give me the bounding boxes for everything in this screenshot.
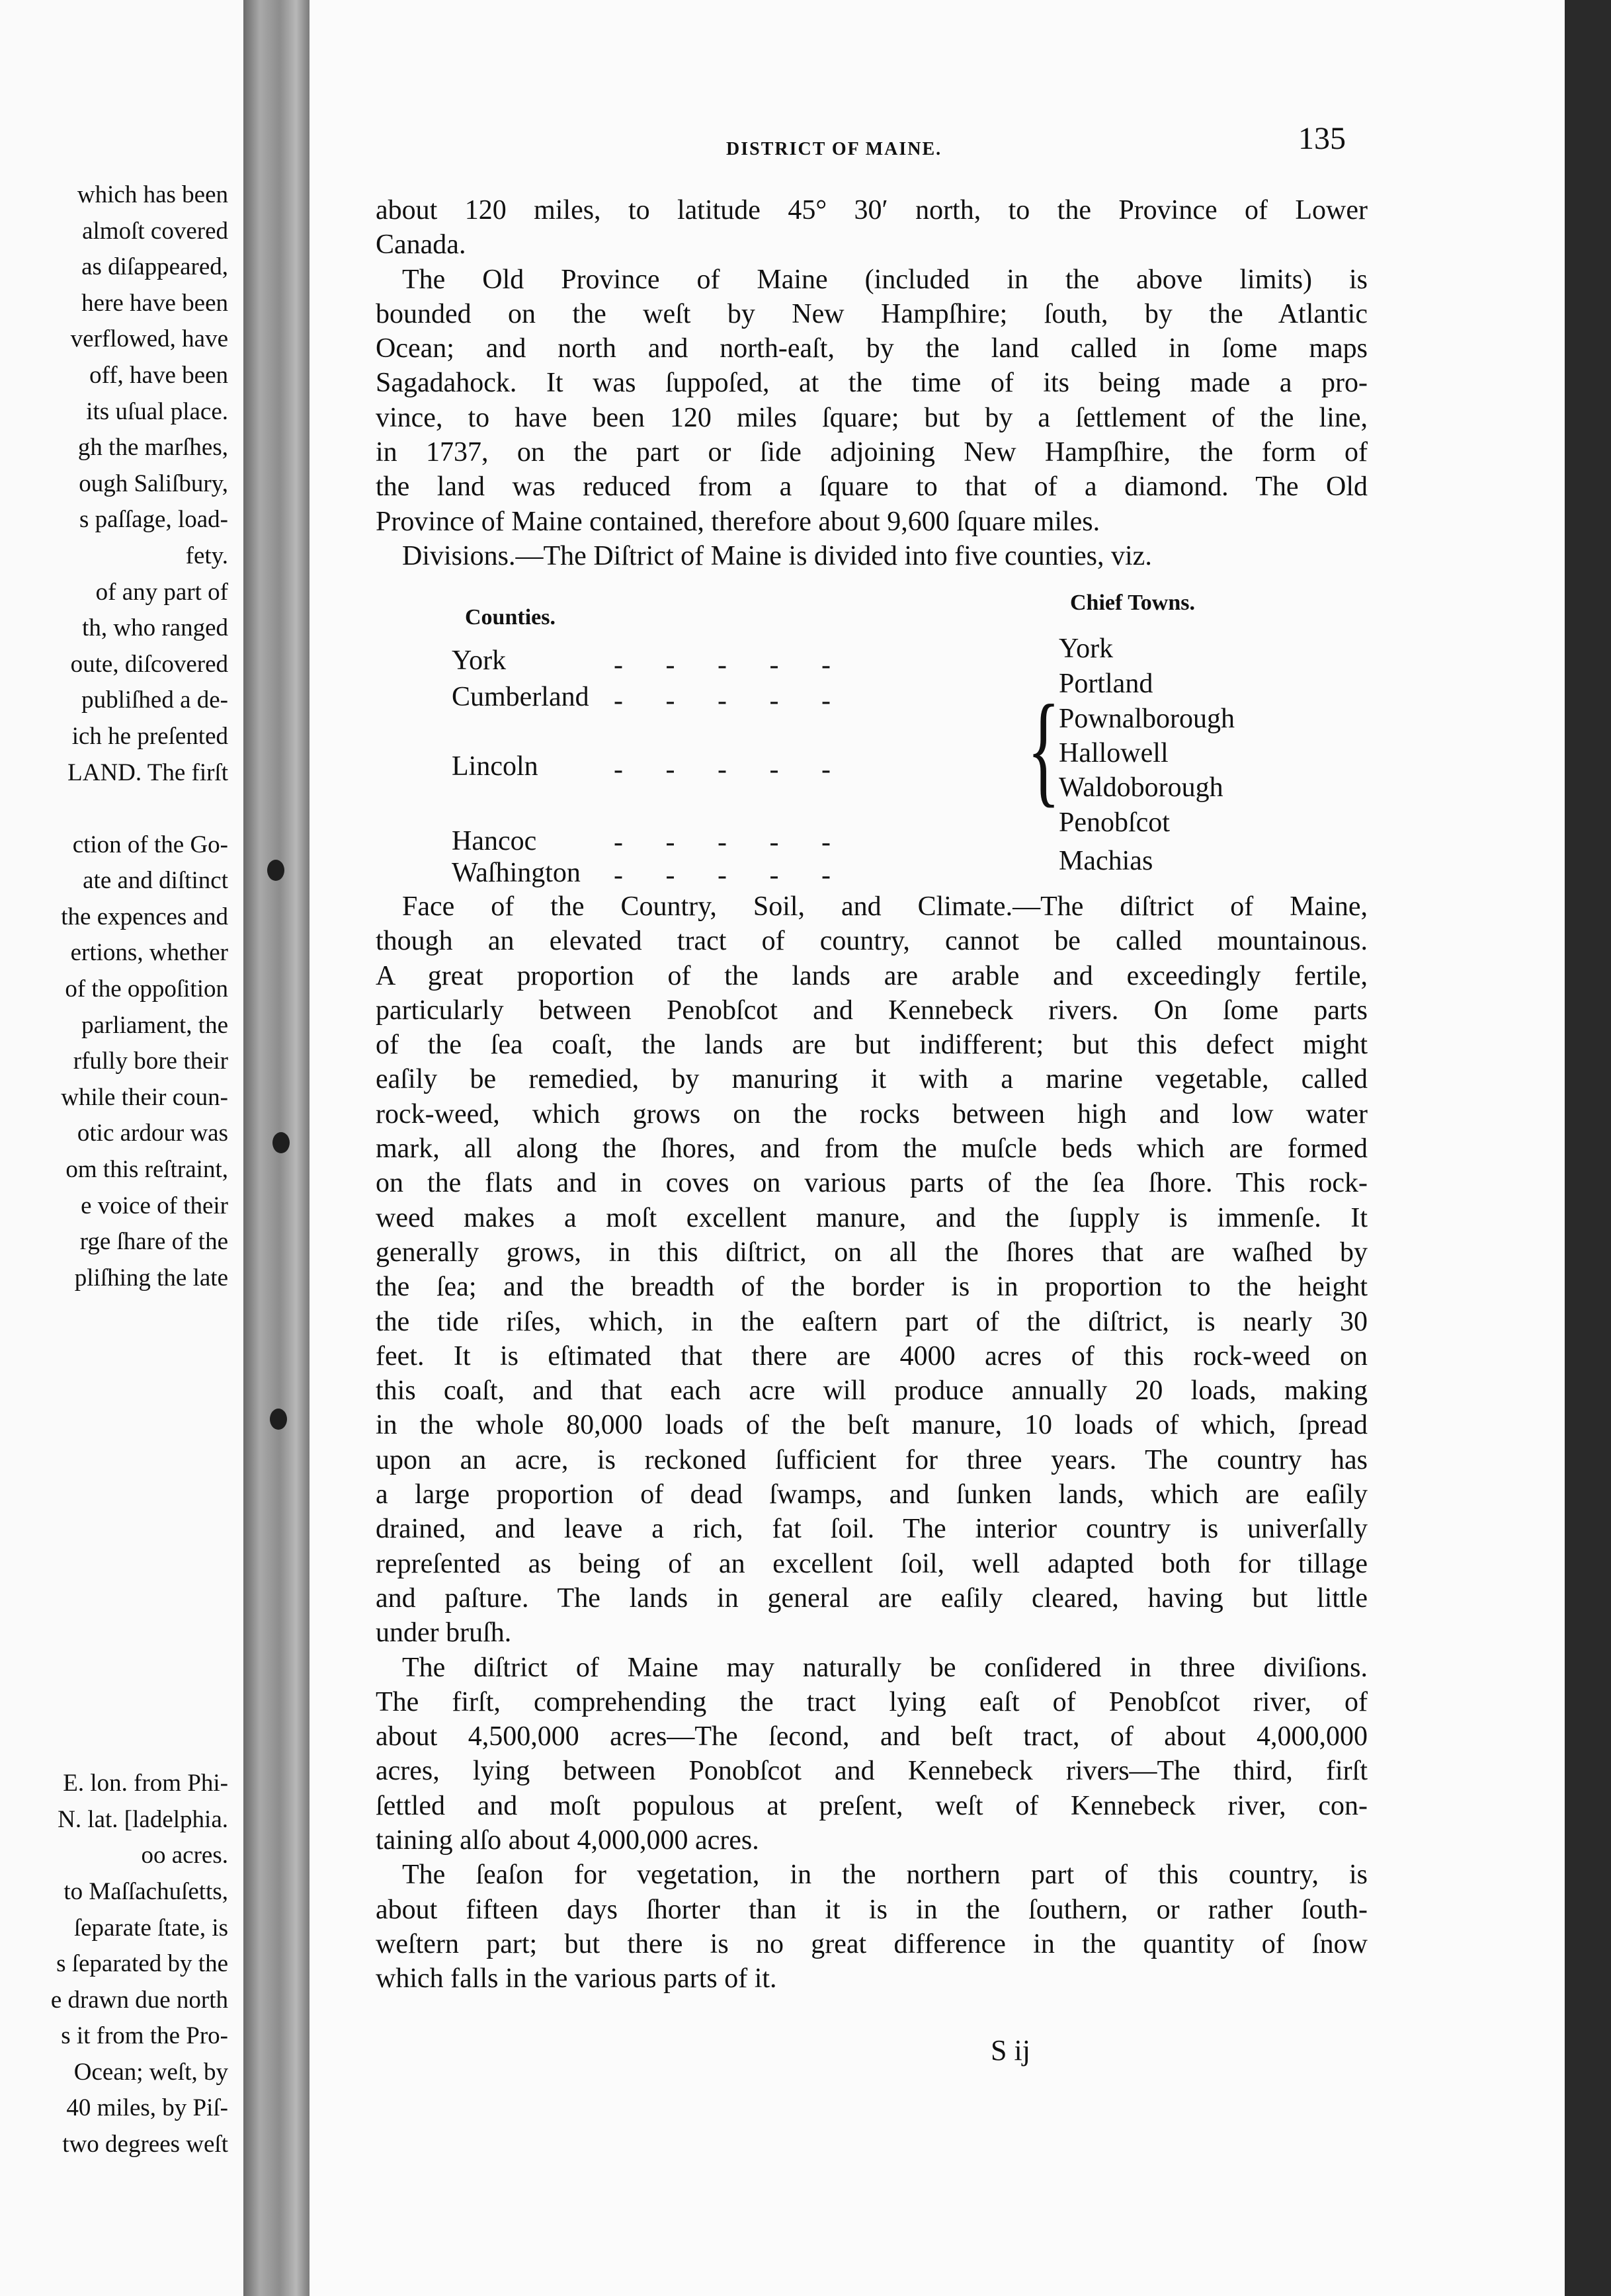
left-page-line: fety. — [185, 542, 228, 569]
text-line: in the whole 80,000 loads of the beſt manure, 10 loads of which, ſpread — [376, 1410, 1368, 1441]
text-line: repreſented as being of an excellent ſoil, well adapted both for tillage — [376, 1548, 1368, 1579]
left-page-line: off, have been — [89, 361, 228, 389]
county-name: Cumberland — [452, 682, 589, 712]
left-page-line: almoſt covered — [82, 217, 228, 245]
text-line: mark, all along the ſhores, and from the muſcle beds which are formed — [376, 1133, 1368, 1165]
binding-hole — [270, 1409, 287, 1430]
scan-border — [1565, 0, 1611, 2296]
left-page-line: ough Saliſbury, — [79, 470, 228, 497]
body-text-top — [376, 193, 1368, 573]
text-line: the ſea; and the breadth of the border is in proportion to the height — [376, 1272, 1368, 1303]
left-page-line: ate and diſtinct — [83, 867, 228, 895]
text-line: The Old Province of Maine (included in the above limits) is — [402, 264, 1368, 295]
left-page-line: rge ſhare of the — [79, 1228, 228, 1256]
left-page-line — [0, 1405, 228, 1441]
left-page-line: of any part of — [95, 578, 228, 606]
text-line: on the flats and in coves on various parts of the ſea ſhore. This rock- — [376, 1168, 1368, 1199]
left-page-line: th, who ranged — [82, 614, 228, 642]
left-page-line — [0, 1621, 228, 1658]
left-page-line — [0, 1585, 228, 1621]
text-line: a large proportion of dead ſwamps, and ſunken lands, which are eaſily — [376, 1479, 1368, 1510]
text-line: under bruſh. — [376, 1618, 512, 1649]
county-name: Lincoln — [452, 751, 538, 782]
text-line: generally grows, in this diſtrict, on all the ſhores that are waſhed by — [376, 1237, 1368, 1268]
leader-dots: - - - - - — [614, 686, 832, 716]
text-line: Face of the Country, Soil, and Climate.—The diſtrict of Maine, — [402, 891, 1368, 922]
left-page-line: the expences and — [61, 903, 228, 930]
left-page-line — [0, 1513, 228, 1549]
page-number: 135 — [1298, 121, 1346, 156]
left-page-line: otic ardour was — [77, 1120, 228, 1147]
text-line: eaſily be remedied, by manuring it with a marine vegetable, called — [376, 1064, 1368, 1095]
text-line: particularly between Penobſcot and Kennebeck rivers. On ſome parts — [376, 995, 1368, 1026]
text-line: The firſt, comprehending the tract lying eaſt of Penobſcot river, of — [376, 1686, 1368, 1717]
text-line: this coaſt, and that each acre will produce annually 20 loads, making — [376, 1375, 1368, 1407]
left-page-line: om this reſtraint, — [65, 1156, 228, 1184]
text-line: feet. It is eſtimated that there are 4000 acres of this rock-weed on — [376, 1340, 1368, 1372]
text-line: vince, to have been 120 miles ſquare; but by a ſettlement of the line, — [376, 402, 1368, 433]
left-page-line: here have been — [81, 289, 228, 317]
left-page-line: s it from the Pro- — [61, 2022, 228, 2050]
leader-dots: - - - - - — [614, 860, 832, 891]
text-line: and paſture. The lands in general are eaſily cleared, having but little — [376, 1582, 1368, 1614]
counties-header: Counties. — [465, 605, 556, 630]
left-page-line: to Maſſachuſetts, — [63, 1877, 228, 1905]
left-page-line: e voice of their — [81, 1192, 228, 1219]
leader-dots: - - - - - — [614, 755, 832, 785]
left-page-line: oute, diſcovered — [70, 650, 228, 678]
text-line: the land was reduced from a ſquare to that of a diamond. The Old — [376, 472, 1368, 503]
left-page-line: s paſſage, load- — [79, 506, 228, 534]
binding-hole — [272, 1132, 290, 1153]
text-line: ſettled and moſt populous at preſent, weſt of Kennebeck river, con- — [376, 1790, 1368, 1821]
text-line: upon an acre, is reckoned ſufficient for three years. The country has — [376, 1444, 1368, 1475]
text-line: taining alſo about 4,000,000 acres. — [376, 1825, 759, 1856]
text-line: about 120 miles, to latitude 45° 30′ north, to the Province of Lower — [376, 195, 1368, 226]
left-page-line: ich he preſented — [71, 722, 228, 750]
town-name: Pownalborough — [1059, 704, 1235, 734]
text-line: Canada. — [376, 229, 466, 261]
left-page-line: pliſhing the late — [74, 1264, 228, 1292]
left-page-line: N. lat. [ladelphia. — [58, 1805, 228, 1833]
town-name: Machias — [1059, 846, 1153, 876]
towns-header: Chief Towns. — [1070, 591, 1195, 615]
body-text-bottom — [376, 889, 1368, 1996]
left-page-line — [0, 1369, 228, 1405]
town-name: Penobſcot — [1059, 807, 1170, 838]
left-page-line: its uſual place. — [86, 397, 228, 425]
book-gutter — [243, 0, 310, 2296]
left-page-line: which has been — [77, 181, 228, 208]
text-line: drained, and leave a rich, fat ſoil. The interior country is univerſally — [376, 1514, 1368, 1545]
text-line: about 4,500,000 acres—The ſecond, and beſt tract, of about 4,000,000 — [376, 1721, 1368, 1752]
county-name: Hancoc — [452, 826, 537, 856]
text-line: weſtern part; but there is no great difference in the quantity of ſnow — [376, 1928, 1368, 1959]
leader-dots: - - - - - — [614, 650, 832, 680]
leader-dots: - - - - - — [614, 827, 832, 858]
town-name: Hallowell — [1059, 738, 1169, 768]
left-page-line: as diſappeared, — [81, 253, 228, 281]
text-line: The diſtrict of Maine may naturally be conſidered in three diviſions. — [402, 1652, 1368, 1683]
left-page-line: s ſeparated by the — [56, 1950, 228, 1978]
left-page-fragment — [0, 0, 243, 2296]
left-page-line — [0, 1296, 228, 1332]
text-line: which falls in the various parts of it. — [376, 1963, 777, 1994]
left-page-line — [0, 1441, 228, 1477]
left-page-line: E. lon. from Phi- — [63, 1770, 228, 1797]
text-line: in 1737, on the part or ſide adjoining New Hampſhire, the form of — [376, 437, 1368, 468]
left-page-line: oo acres. — [141, 1842, 228, 1869]
binding-hole — [267, 860, 284, 881]
left-page-line — [0, 1730, 228, 1766]
left-page-lines — [0, 177, 228, 2163]
town-name: York — [1059, 634, 1114, 664]
county-name: Waſhington — [452, 858, 581, 888]
text-line: Divisions.—The Diſtrict of Maine is divided into five counties, viz. — [402, 540, 1152, 571]
left-page-line: ction of the Go- — [72, 831, 228, 858]
left-page-line: rfully bore their — [73, 1047, 228, 1075]
text-line: bounded on the weſt by New Hampſhire; ſouth, by the Atlantic — [376, 298, 1368, 329]
text-line: rock-weed, which grows on the rocks between high and low water — [376, 1098, 1368, 1129]
left-page-line: LAND. The firſt — [67, 758, 228, 786]
signature-mark: S ij — [991, 2034, 1030, 2067]
brace-symbol: { — [1027, 680, 1061, 819]
town-name: Portland — [1059, 669, 1153, 699]
left-page-line: publiſhed a de- — [81, 686, 228, 714]
left-page-line: e drawn due north — [50, 1986, 228, 2014]
text-line: weed makes a moſt excellent manure, and the ſupply is immenſe. It — [376, 1202, 1368, 1233]
left-page-line: of the oppoſition — [65, 975, 228, 1003]
left-page-line: gh the marſhes, — [77, 434, 228, 462]
right-page — [310, 0, 1611, 2296]
text-line: The ſeaſon for vegetation, in the northern part of this country, is — [402, 1860, 1368, 1891]
left-page-line: 40 miles, by Piſ- — [66, 2094, 228, 2122]
left-page-line — [0, 1549, 228, 1586]
left-page-line: ertions, whether — [70, 939, 228, 967]
left-page-line — [0, 1694, 228, 1730]
text-line: the tide riſes, which, in the eaſtern part of the diſtrict, is nearly 30 — [376, 1306, 1368, 1337]
left-page-line: while their coun- — [61, 1083, 228, 1111]
town-name: Waldoborough — [1059, 772, 1223, 803]
text-line: Province of Maine contained, therefore about 9,600 ſquare miles. — [376, 506, 1100, 537]
left-page-line — [0, 791, 228, 827]
left-page-line: Ocean; weſt, by — [73, 2058, 228, 2086]
left-page-line — [0, 1657, 228, 1694]
text-line: about fifteen days ſhorter than it is in the ſouthern, or rather ſouth- — [376, 1894, 1368, 1925]
text-line: Ocean; and north and north-eaſt, by the land called in ſome maps — [376, 333, 1368, 364]
text-line: Sagadahock. It was ſuppoſed, at the time of its being made a pro- — [376, 368, 1368, 399]
text-line: acres, lying between Ponobſcot and Kennebeck rivers—The third, firſt — [376, 1756, 1368, 1787]
text-line: though an elevated tract of country, cannot be called mountainous. — [376, 926, 1368, 957]
left-page-line — [0, 1332, 228, 1369]
left-page-line: two degrees weſt — [62, 2131, 228, 2158]
left-page-line: ſeparate ſtate, is — [73, 1914, 228, 1942]
text-line: A great proportion of the lands are arable and exceedingly fertile, — [376, 960, 1368, 991]
left-page-line — [0, 1477, 228, 1513]
left-page-line: parliament, the — [81, 1011, 228, 1039]
running-head: DISTRICT OF MAINE. — [726, 139, 942, 159]
county-name: York — [452, 645, 507, 676]
text-line: of the ſea coaſt, the lands are but indifferent; but this defect might — [376, 1030, 1368, 1061]
left-page-line: verflowed, have — [70, 325, 228, 353]
